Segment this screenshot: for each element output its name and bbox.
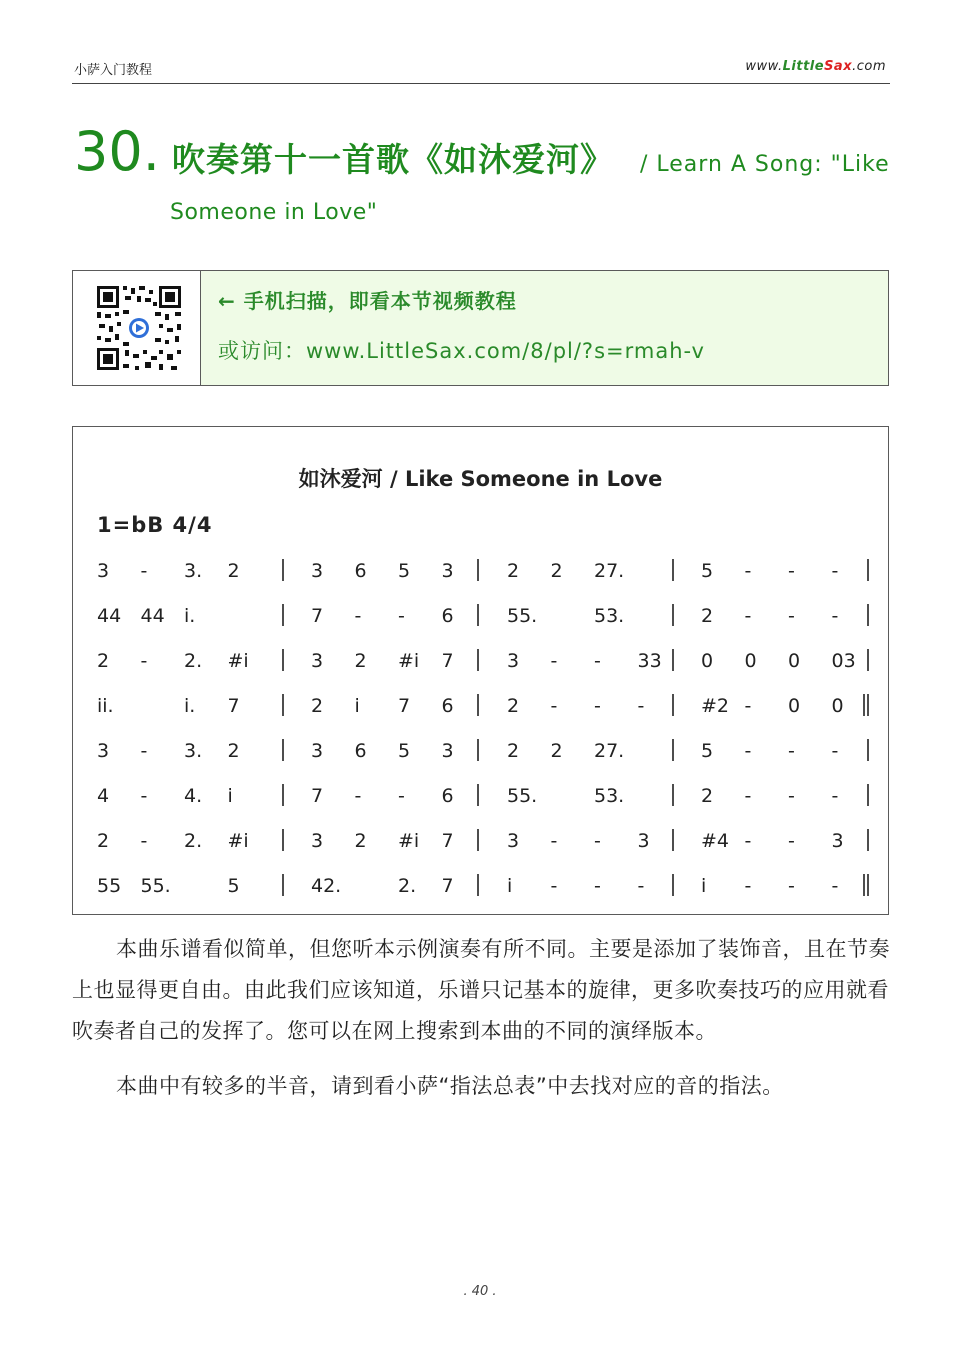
score-note: -: [140, 785, 148, 807]
score-title: 如沐爱河 / Like Someone in Love: [298, 467, 663, 491]
lesson-title-en-line1: / Learn A Song: "Like: [640, 152, 890, 177]
score-note: -: [140, 650, 148, 672]
score-note: #i: [227, 830, 249, 852]
score-note: i: [701, 875, 707, 897]
score-note: i: [354, 695, 360, 717]
score-note: 3: [831, 830, 844, 852]
score-note: i: [507, 875, 513, 897]
score-key: 1=bB 4/4: [97, 513, 213, 537]
lesson-title-zh: 吹奏第十一首歌《如沐爱河》: [172, 140, 614, 179]
qr-cell: [73, 271, 201, 385]
score-note: 6: [441, 695, 454, 717]
score-note: -: [744, 560, 752, 582]
score-note: 2: [701, 605, 714, 627]
book-title: 小萨入门教程: [74, 63, 153, 78]
score-note: 4: [97, 785, 110, 807]
score-note: -: [354, 605, 362, 627]
score-note: #4: [701, 830, 730, 852]
score-note: 2: [97, 650, 110, 672]
score-note: 0: [701, 650, 714, 672]
score-note: -: [354, 785, 362, 807]
score-note: -: [831, 605, 839, 627]
music-score: [72, 426, 889, 915]
score-note: -: [398, 785, 405, 807]
score-note: 33: [637, 650, 662, 672]
score-note: 5: [398, 740, 411, 762]
video-url[interactable]: 或访问：www.LittleSax.com/8/pl/?s=rmah-v: [218, 339, 705, 363]
score-note: 3: [441, 740, 454, 762]
score-note: 3: [637, 830, 650, 852]
score-note: 5: [701, 740, 714, 762]
score-note: -: [637, 875, 645, 897]
score-note: 55: [97, 875, 122, 897]
video-link-box: [72, 270, 889, 386]
score-note: 53.: [594, 605, 625, 627]
score-note: -: [140, 830, 148, 852]
score-note: 7: [227, 695, 240, 717]
score-note: -: [550, 650, 558, 672]
score-note: 3.: [184, 560, 203, 582]
score-note: -: [831, 785, 839, 807]
score-note: 0: [831, 695, 844, 717]
score-note: 2: [227, 740, 240, 762]
score-note: 3.: [184, 740, 203, 762]
score-note: -: [594, 875, 601, 897]
score-note: #i: [227, 650, 249, 672]
score-note: 2: [311, 695, 324, 717]
score-note: i: [227, 785, 233, 807]
score-note: 6: [354, 740, 367, 762]
paragraph-2: 本曲中有较多的半音，请到看小萨“指法总表”中去找对应的音的指法。: [116, 1074, 784, 1098]
score-note: -: [788, 785, 795, 807]
score-note: -: [550, 830, 558, 852]
score-note: -: [788, 830, 795, 852]
score-note: #2: [701, 695, 730, 717]
score-note: 5: [227, 875, 240, 897]
site-url[interactable]: www.LittleSax.com: [745, 59, 886, 74]
score-note: 3: [311, 650, 324, 672]
score-note: 7: [441, 650, 454, 672]
score-note: 2: [550, 560, 563, 582]
score-note: 3: [507, 650, 520, 672]
score-note: 27.: [594, 560, 625, 582]
score-note: 5: [701, 560, 714, 582]
score-note: -: [744, 695, 752, 717]
score-note: -: [788, 740, 795, 762]
score-note: 7: [441, 830, 454, 852]
score-note: 55.: [140, 875, 171, 897]
score-note: 6: [354, 560, 367, 582]
score-note: -: [398, 605, 405, 627]
score-note: 7: [311, 785, 324, 807]
score-note: -: [550, 695, 558, 717]
score-note: 2: [354, 830, 367, 852]
score-note: 2: [701, 785, 714, 807]
score-note: -: [831, 740, 839, 762]
score-note: 3: [97, 560, 110, 582]
score-note: 2: [227, 560, 240, 582]
page-number: . 40 .: [463, 1284, 497, 1299]
score-note: ii.: [97, 695, 114, 717]
score-note: -: [594, 695, 601, 717]
score-note: -: [788, 875, 795, 897]
score-note: 2: [97, 830, 110, 852]
score-note: -: [744, 875, 752, 897]
score-note: 2.: [184, 650, 203, 672]
score-note: -: [788, 605, 795, 627]
score-note: 55.: [507, 785, 538, 807]
lesson-title-en-line2: Someone in Love": [170, 200, 378, 225]
score-note: 2: [507, 740, 520, 762]
play-icon: [129, 318, 149, 338]
score-note: #i: [398, 830, 420, 852]
score-note: -: [744, 830, 752, 852]
score-note: -: [140, 560, 148, 582]
score-note: -: [594, 650, 601, 672]
scan-hint: ← 手机扫描，即看本节视频教程: [218, 289, 517, 313]
score-note: 3: [507, 830, 520, 852]
score-note: 2.: [398, 875, 417, 897]
score-note: 2.: [184, 830, 203, 852]
score-note: -: [831, 875, 839, 897]
score-notation: [73, 427, 888, 914]
score-note: 27.: [594, 740, 625, 762]
score-note: i.: [184, 695, 196, 717]
score-note: 3: [311, 830, 324, 852]
page-header: [72, 58, 890, 84]
score-note: #i: [398, 650, 420, 672]
score-note: 7: [398, 695, 411, 717]
score-note: 4.: [184, 785, 203, 807]
score-note: -: [744, 785, 752, 807]
score-note: 44: [97, 605, 122, 627]
score-note: -: [788, 560, 795, 582]
score-note: -: [744, 740, 752, 762]
score-note: 5: [398, 560, 411, 582]
score-note: 2: [507, 560, 520, 582]
score-note: 3: [311, 560, 324, 582]
score-note: 2: [507, 695, 520, 717]
score-note: 3: [441, 560, 454, 582]
score-note: 6: [441, 785, 454, 807]
score-note: 6: [441, 605, 454, 627]
score-note: 0: [788, 650, 801, 672]
score-note: 44: [140, 605, 165, 627]
score-note: -: [550, 875, 558, 897]
score-note: -: [594, 830, 601, 852]
score-note: 0: [788, 695, 801, 717]
paragraph-1: 本曲乐谱看似简单，但您听本示例演奏有所不同。主要是添加了装饰音，且在节奏上也显得更自由。由此我们应该知道，乐谱只记基本的旋律，更多吹奏技巧的应用就看吹奏者自己的发挥了。您可以在网上搜索到本曲的不同的演绎版本。: [72, 937, 890, 1043]
score-note: 2: [354, 650, 367, 672]
lesson-number: 30.: [74, 120, 160, 183]
score-note: -: [831, 560, 839, 582]
score-note: -: [744, 605, 752, 627]
score-note: 7: [441, 875, 454, 897]
score-note: 3: [311, 740, 324, 762]
score-note: 42.: [311, 875, 342, 897]
score-note: -: [140, 740, 148, 762]
score-note: 03: [831, 650, 856, 672]
score-note: 2: [550, 740, 563, 762]
qr-code[interactable]: [95, 284, 183, 372]
score-note: 55.: [507, 605, 538, 627]
score-note: 3: [97, 740, 110, 762]
score-note: 7: [311, 605, 324, 627]
score-note: 0: [744, 650, 757, 672]
score-note: i.: [184, 605, 196, 627]
score-note: -: [637, 695, 645, 717]
score-note: 53.: [594, 785, 625, 807]
